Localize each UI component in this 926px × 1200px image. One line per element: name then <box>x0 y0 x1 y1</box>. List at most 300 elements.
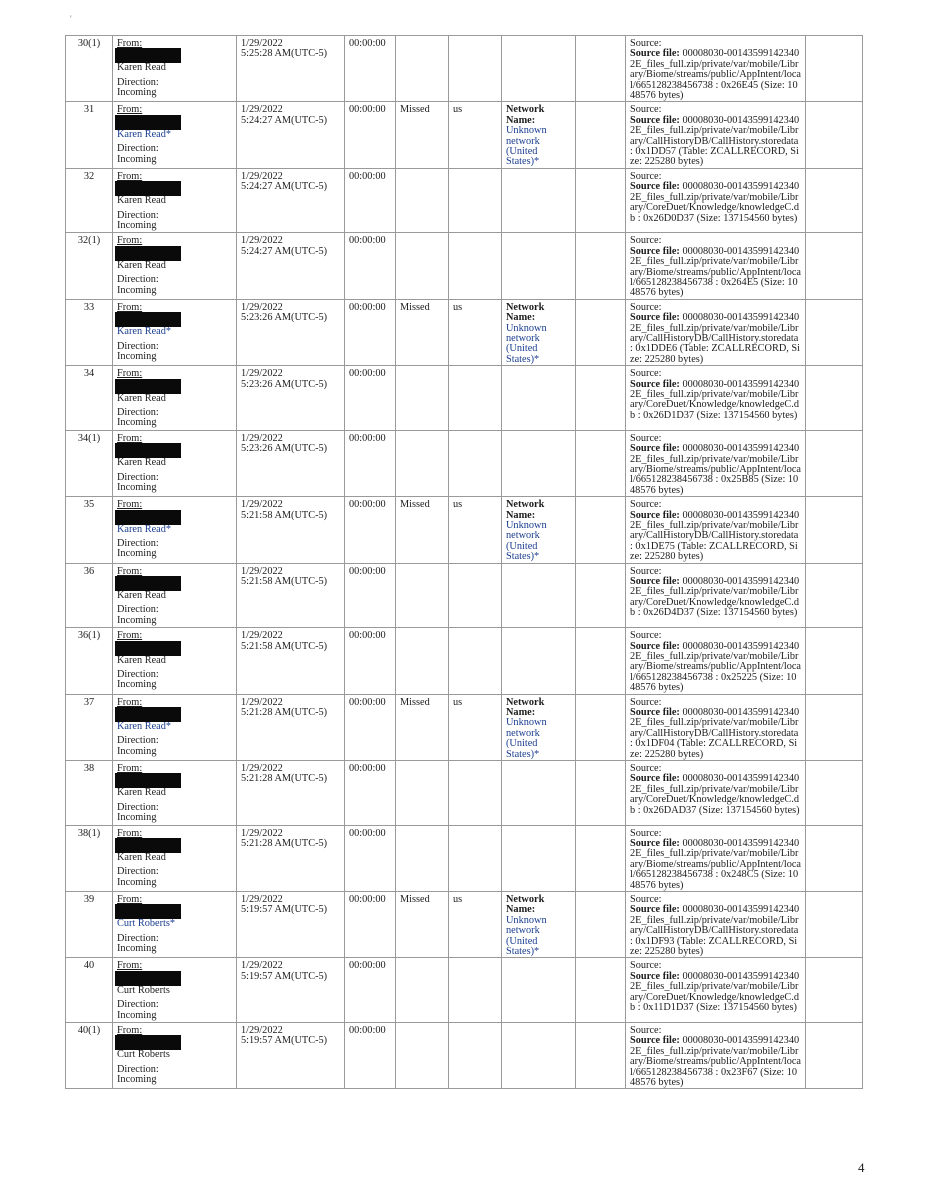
redacted-number <box>115 838 181 853</box>
call-date: 1/29/2022 <box>241 432 283 444</box>
empty-cell <box>806 168 863 233</box>
party-cell <box>113 958 237 1023</box>
party-cell <box>113 36 237 102</box>
empty-cell <box>576 891 626 957</box>
row-number: 39 <box>66 891 113 957</box>
timestamp-cell <box>237 694 345 760</box>
network-cell <box>502 1022 576 1088</box>
redacted-number <box>115 115 181 130</box>
empty-cell <box>576 628 626 694</box>
network-cell <box>502 497 576 563</box>
redacted-number <box>115 312 181 327</box>
empty-cell <box>806 1022 863 1088</box>
source-label: Source: <box>630 696 662 708</box>
duration-cell: 00:00:00 <box>345 102 396 168</box>
empty-cell <box>576 497 626 563</box>
source-file-label: Source file: <box>630 970 680 982</box>
table-row <box>66 299 863 365</box>
network-cell <box>502 102 576 168</box>
call-time: 5:24:27 AM(UTC-5) <box>241 181 328 193</box>
row-number: 34 <box>66 366 113 431</box>
network-cell <box>502 36 576 102</box>
call-date: 1/29/2022 <box>241 763 283 774</box>
call-date: 1/29/2022 <box>241 104 283 116</box>
scan-mark: ' <box>70 14 72 24</box>
call-time: 5:19:57 AM(UTC-5) <box>241 970 328 982</box>
network-cell <box>502 366 576 431</box>
party-name: Curt Roberts* <box>117 918 176 930</box>
party-cell <box>113 102 237 168</box>
row-number: 36(1) <box>66 628 113 694</box>
country-cell <box>449 628 502 694</box>
country-cell <box>449 36 502 102</box>
party-cell <box>113 891 237 957</box>
party-cell <box>113 430 237 496</box>
empty-cell <box>806 102 863 168</box>
duration-cell: 00:00:00 <box>345 299 396 365</box>
call-time: 5:21:58 AM(UTC-5) <box>241 576 328 588</box>
status-cell <box>396 366 449 431</box>
party-name: Karen Read* <box>117 326 172 338</box>
source-label: Source: <box>630 960 662 972</box>
status-cell <box>396 1022 449 1088</box>
direction-label: Direction: <box>117 274 159 286</box>
call-time: 5:23:26 AM(UTC-5) <box>241 378 328 390</box>
country-cell <box>449 563 502 628</box>
source-file-value: 00008030-001435991423402E_files_full.zip/private/var/mobile/Library/Biome/streams/public/AppIntent/local/665128238456738 : 0x264E5 (Size: 1048576 bytes) <box>630 245 801 299</box>
direction-label: Direction: <box>117 143 159 155</box>
source-file-label: Source file: <box>630 904 680 916</box>
call-time: 5:19:57 AM(UTC-5) <box>241 904 328 916</box>
country-cell: us <box>449 102 502 168</box>
source-cell <box>626 233 806 299</box>
duration-cell: 00:00:00 <box>345 168 396 233</box>
party-name: Karen Read <box>117 590 166 602</box>
party-name: Karen Read* <box>117 523 172 535</box>
from-label: From: <box>117 565 143 577</box>
from-label: From: <box>117 170 143 182</box>
source-cell <box>626 694 806 760</box>
call-date: 1/29/2022 <box>241 38 283 49</box>
row-number: 30(1) <box>66 36 113 102</box>
network-value: Unknown network (United States)* <box>506 914 547 957</box>
row-number: 37 <box>66 694 113 760</box>
direction-value: Incoming <box>117 876 157 888</box>
empty-cell <box>806 761 863 826</box>
table-row <box>66 891 863 957</box>
source-cell <box>626 891 806 957</box>
empty-cell <box>576 1022 626 1088</box>
duration-cell: 00:00:00 <box>345 958 396 1023</box>
direction-label: Direction: <box>117 604 159 616</box>
duration-cell: 00:00:00 <box>345 366 396 431</box>
source-file-label: Source file: <box>630 48 680 60</box>
duration-cell: 00:00:00 <box>345 563 396 628</box>
network-value: Unknown network (United States)* <box>506 717 547 760</box>
call-time: 5:21:28 AM(UTC-5) <box>241 706 328 718</box>
redacted-number <box>115 773 181 788</box>
source-label: Source: <box>630 170 662 182</box>
party-cell <box>113 628 237 694</box>
source-label: Source: <box>630 827 662 839</box>
country-cell <box>449 168 502 233</box>
from-label: From: <box>117 696 143 708</box>
direction-value: Incoming <box>117 284 157 296</box>
call-log-table <box>65 35 863 1089</box>
from-label: From: <box>117 499 143 511</box>
timestamp-cell <box>237 891 345 957</box>
duration-cell: 00:00:00 <box>345 497 396 563</box>
country-cell <box>449 1022 502 1088</box>
country-cell <box>449 430 502 496</box>
network-value: Unknown network (United States)* <box>506 125 547 168</box>
direction-label: Direction: <box>117 76 159 88</box>
empty-cell <box>806 563 863 628</box>
direction-label: Direction: <box>117 407 159 419</box>
source-file-value: 00008030-001435991423402E_files_full.zip/private/var/mobile/Library/CoreDuet/Knowledge/knowledgeC.db : 0x26D0D37 (Size: 137154560 bytes) <box>630 181 800 224</box>
country-cell: us <box>449 299 502 365</box>
from-label: From: <box>117 630 143 642</box>
source-label: Source: <box>630 301 662 313</box>
row-number: 31 <box>66 102 113 168</box>
call-date: 1/29/2022 <box>241 368 283 380</box>
source-label: Source: <box>630 1024 662 1036</box>
table-row <box>66 366 863 431</box>
direction-value: Incoming <box>117 943 157 955</box>
empty-cell <box>576 430 626 496</box>
source-file-label: Source file: <box>630 312 680 324</box>
call-time: 5:21:58 AM(UTC-5) <box>241 640 328 652</box>
call-date: 1/29/2022 <box>241 960 283 972</box>
country-cell <box>449 825 502 891</box>
empty-cell <box>576 36 626 102</box>
direction-value: Incoming <box>117 812 157 824</box>
table-row <box>66 430 863 496</box>
duration-cell: 00:00:00 <box>345 891 396 957</box>
redacted-number <box>115 181 181 196</box>
network-cell <box>502 299 576 365</box>
source-label: Source: <box>630 38 662 49</box>
network-cell <box>502 563 576 628</box>
duration-cell: 00:00:00 <box>345 430 396 496</box>
network-cell <box>502 694 576 760</box>
page-number: 4 <box>858 1160 865 1175</box>
direction-value: Incoming <box>117 351 157 363</box>
direction-label: Direction: <box>117 471 159 483</box>
source-label: Source: <box>630 104 662 116</box>
status-cell <box>396 563 449 628</box>
direction-value: Incoming <box>117 87 157 99</box>
redacted-number <box>115 379 181 394</box>
party-name: Karen Read <box>117 457 166 469</box>
source-label: Source: <box>630 432 662 444</box>
party-cell <box>113 366 237 431</box>
source-label: Source: <box>630 235 662 247</box>
row-number: 34(1) <box>66 430 113 496</box>
from-label: From: <box>117 960 143 972</box>
source-cell <box>626 1022 806 1088</box>
call-time: 5:21:58 AM(UTC-5) <box>241 509 328 521</box>
network-label: Network Name: <box>506 499 545 521</box>
source-file-value: 00008030-001435991423402E_files_full.zip/private/var/mobile/Library/CallHistoryDB/CallHistory.storedata : 0x1DE75 (Table: ZCALLRECORD, Size: 225280 bytes) <box>630 509 800 563</box>
row-number: 32(1) <box>66 233 113 299</box>
status-cell <box>396 233 449 299</box>
party-name: Karen Read <box>117 392 166 404</box>
table-row <box>66 825 863 891</box>
direction-value: Incoming <box>117 548 157 560</box>
call-log-body <box>66 36 863 1089</box>
timestamp-cell <box>237 563 345 628</box>
row-number: 38(1) <box>66 825 113 891</box>
timestamp-cell <box>237 1022 345 1088</box>
status-cell: Missed <box>396 102 449 168</box>
timestamp-cell <box>237 958 345 1023</box>
source-file-value: 00008030-001435991423402E_files_full.zip/private/var/mobile/Library/Biome/streams/public/AppIntent/local/665128238456738 : 0x248C5 (Size: 1048576 bytes) <box>630 837 801 891</box>
direction-label: Direction: <box>117 340 159 352</box>
table-row <box>66 36 863 102</box>
status-cell <box>396 430 449 496</box>
from-label: From: <box>117 763 143 774</box>
call-date: 1/29/2022 <box>241 893 283 905</box>
source-file-value: 00008030-001435991423402E_files_full.zip/private/var/mobile/Library/CallHistoryDB/CallHistory.storedata : 0x1DDE6 (Table: ZCALLRECORD, Size: 225280 bytes) <box>630 312 801 365</box>
source-label: Source: <box>630 893 662 905</box>
party-cell <box>113 825 237 891</box>
direction-label: Direction: <box>117 668 159 680</box>
network-value: Unknown network (United States)* <box>506 322 547 365</box>
network-cell <box>502 761 576 826</box>
table-row <box>66 233 863 299</box>
source-label: Source: <box>630 499 662 511</box>
table-row <box>66 761 863 826</box>
call-time: 5:23:26 AM(UTC-5) <box>241 312 328 324</box>
direction-label: Direction: <box>117 801 159 813</box>
empty-cell <box>806 430 863 496</box>
network-cell <box>502 891 576 957</box>
table-row <box>66 958 863 1023</box>
source-cell <box>626 102 806 168</box>
source-file-value: 00008030-001435991423402E_files_full.zip/private/var/mobile/Library/CoreDuet/Knowledge/knowledgeC.db : 0x26D4D37 (Size: 137154560 bytes) <box>630 576 800 619</box>
source-file-value: 00008030-001435991423402E_files_full.zip/private/var/mobile/Library/Biome/streams/public/AppIntent/local/665128238456738 : 0x23F67 (Size: 1048576 bytes) <box>630 1035 801 1088</box>
duration-cell: 00:00:00 <box>345 761 396 826</box>
country-cell <box>449 366 502 431</box>
status-cell: Missed <box>396 891 449 957</box>
call-time: 5:21:28 AM(UTC-5) <box>241 773 328 785</box>
status-cell: Missed <box>396 299 449 365</box>
source-cell <box>626 825 806 891</box>
row-number: 40(1) <box>66 1022 113 1088</box>
network-value: Unknown network (United States)* <box>506 520 547 563</box>
empty-cell <box>576 563 626 628</box>
call-date: 1/29/2022 <box>241 696 283 708</box>
empty-cell <box>576 168 626 233</box>
duration-cell: 00:00:00 <box>345 1022 396 1088</box>
redacted-number <box>115 1035 181 1050</box>
party-cell <box>113 299 237 365</box>
country-cell: us <box>449 694 502 760</box>
empty-cell <box>806 233 863 299</box>
call-date: 1/29/2022 <box>241 499 283 511</box>
source-file-value: 00008030-001435991423402E_files_full.zip/private/var/mobile/Library/CoreDuet/Knowledge/knowledgeC.db : 0x26DAD37 (Size: 137154560 bytes) <box>630 773 800 816</box>
party-cell <box>113 1022 237 1088</box>
direction-label: Direction: <box>117 866 159 878</box>
network-label: Network Name: <box>506 893 545 916</box>
network-cell <box>502 628 576 694</box>
row-number: 35 <box>66 497 113 563</box>
timestamp-cell <box>237 168 345 233</box>
duration-cell: 00:00:00 <box>345 628 396 694</box>
empty-cell <box>806 694 863 760</box>
from-label: From: <box>117 893 143 905</box>
source-file-value: 00008030-001435991423402E_files_full.zip/private/var/mobile/Library/CallHistoryDB/CallHistory.storedata : 0x1DD57 (Table: ZCALLRECORD, Size: 225280 bytes) <box>630 114 800 168</box>
direction-label: Direction: <box>117 932 159 944</box>
call-date: 1/29/2022 <box>241 1024 283 1036</box>
from-label: From: <box>117 301 143 313</box>
timestamp-cell <box>237 102 345 168</box>
source-file-label: Source file: <box>630 181 680 193</box>
row-number: 32 <box>66 168 113 233</box>
source-label: Source: <box>630 368 662 380</box>
timestamp-cell <box>237 36 345 102</box>
source-cell <box>626 430 806 496</box>
direction-value: Incoming <box>117 220 157 232</box>
from-label: From: <box>117 235 143 247</box>
from-label: From: <box>117 432 143 444</box>
source-cell <box>626 628 806 694</box>
empty-cell <box>806 366 863 431</box>
direction-value: Incoming <box>117 1074 157 1086</box>
status-cell <box>396 36 449 102</box>
source-cell <box>626 497 806 563</box>
party-cell <box>113 233 237 299</box>
call-time: 5:24:27 AM(UTC-5) <box>241 114 328 126</box>
row-number: 33 <box>66 299 113 365</box>
network-cell <box>502 825 576 891</box>
direction-value: Incoming <box>117 1009 157 1021</box>
party-name: Karen Read <box>117 787 166 799</box>
status-cell <box>396 628 449 694</box>
party-name: Karen Read <box>117 62 166 74</box>
empty-cell <box>806 958 863 1023</box>
country-cell <box>449 233 502 299</box>
duration-cell: 00:00:00 <box>345 825 396 891</box>
source-file-value: 00008030-001435991423402E_files_full.zip/private/var/mobile/Library/Biome/streams/public/AppIntent/local/665128238456738 : 0x26E45 (Size: 1048576 bytes) <box>630 48 801 102</box>
direction-value: Incoming <box>117 153 157 165</box>
source-file-label: Source file: <box>630 245 680 257</box>
call-date: 1/29/2022 <box>241 827 283 839</box>
source-file-label: Source file: <box>630 576 680 588</box>
source-file-value: 00008030-001435991423402E_files_full.zip/private/var/mobile/Library/CoreDuet/Knowledge/knowledgeC.db : 0x11D1D37 (Size: 137154560 bytes) <box>630 970 800 1013</box>
source-cell <box>626 761 806 826</box>
empty-cell <box>576 958 626 1023</box>
call-time: 5:25:28 AM(UTC-5) <box>241 48 328 60</box>
duration-cell: 00:00:00 <box>345 36 396 102</box>
redacted-number <box>115 971 181 986</box>
empty-cell <box>576 761 626 826</box>
source-cell <box>626 299 806 365</box>
source-file-label: Source file: <box>630 1035 680 1047</box>
table-row <box>66 628 863 694</box>
source-file-label: Source file: <box>630 706 680 718</box>
from-label: From: <box>117 104 143 116</box>
network-label: Network Name: <box>506 104 545 126</box>
network-cell <box>502 430 576 496</box>
country-cell <box>449 761 502 826</box>
empty-cell <box>576 102 626 168</box>
call-time: 5:21:28 AM(UTC-5) <box>241 837 328 849</box>
timestamp-cell <box>237 761 345 826</box>
party-cell <box>113 694 237 760</box>
timestamp-cell <box>237 299 345 365</box>
call-date: 1/29/2022 <box>241 170 283 182</box>
redacted-number <box>115 443 181 458</box>
empty-cell <box>576 299 626 365</box>
redacted-number <box>115 48 181 63</box>
party-cell <box>113 168 237 233</box>
network-cell <box>502 233 576 299</box>
direction-label: Direction: <box>117 999 159 1011</box>
party-name: Karen Read <box>117 851 166 863</box>
party-name: Karen Read* <box>117 720 172 732</box>
direction-label: Direction: <box>117 538 159 549</box>
direction-value: Incoming <box>117 614 157 626</box>
source-file-value: 00008030-001435991423402E_files_full.zip/private/var/mobile/Library/CoreDuet/Knowledge/knowledgeC.db : 0x26D1D37 (Size: 137154560 bytes) <box>630 378 800 421</box>
empty-cell <box>806 299 863 365</box>
row-number: 40 <box>66 958 113 1023</box>
network-cell <box>502 168 576 233</box>
duration-cell: 00:00:00 <box>345 233 396 299</box>
timestamp-cell <box>237 825 345 891</box>
redacted-number <box>115 707 181 722</box>
party-name: Curt Roberts <box>117 984 170 996</box>
call-time: 5:24:27 AM(UTC-5) <box>241 245 328 257</box>
source-cell <box>626 168 806 233</box>
empty-cell <box>576 233 626 299</box>
call-date: 1/29/2022 <box>241 235 283 247</box>
party-name: Karen Read* <box>117 128 172 140</box>
call-date: 1/29/2022 <box>241 565 283 577</box>
empty-cell <box>806 628 863 694</box>
from-label: From: <box>117 38 143 49</box>
empty-cell <box>806 36 863 102</box>
party-cell <box>113 497 237 563</box>
source-label: Source: <box>630 630 662 642</box>
table-row <box>66 1022 863 1088</box>
from-label: From: <box>117 368 143 380</box>
status-cell <box>396 168 449 233</box>
source-cell <box>626 958 806 1023</box>
network-cell <box>502 958 576 1023</box>
status-cell <box>396 761 449 826</box>
source-file-value: 00008030-001435991423402E_files_full.zip/private/var/mobile/Library/Biome/streams/public/AppIntent/local/665128238456738 : 0x25B85 (Size: 1048576 bytes) <box>630 443 801 496</box>
status-cell <box>396 825 449 891</box>
source-file-label: Source file: <box>630 443 680 455</box>
call-date: 1/29/2022 <box>241 630 283 642</box>
source-file-label: Source file: <box>630 114 680 126</box>
row-number: 38 <box>66 761 113 826</box>
empty-cell <box>576 825 626 891</box>
source-cell <box>626 563 806 628</box>
empty-cell <box>806 497 863 563</box>
source-label: Source: <box>630 565 662 577</box>
timestamp-cell <box>237 366 345 431</box>
source-label: Source: <box>630 763 662 774</box>
redacted-number <box>115 641 181 656</box>
timestamp-cell <box>237 233 345 299</box>
call-time: 5:19:57 AM(UTC-5) <box>241 1035 328 1047</box>
row-number: 36 <box>66 563 113 628</box>
empty-cell <box>806 825 863 891</box>
country-cell: us <box>449 891 502 957</box>
